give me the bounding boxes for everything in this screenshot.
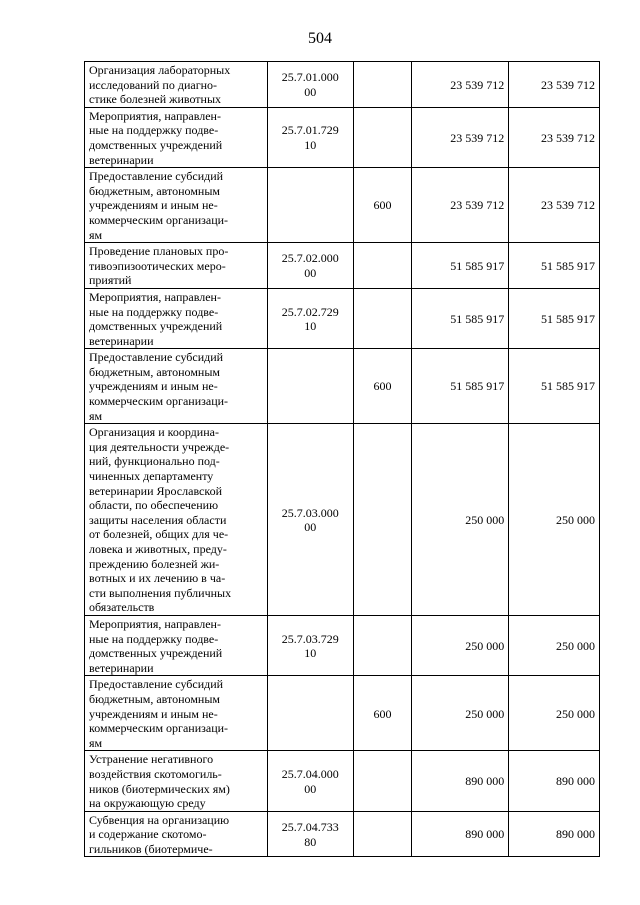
table-row: [85, 349, 600, 424]
target-code-line: 10: [304, 137, 317, 152]
item-name-line: области, по обеспечению: [89, 498, 219, 513]
amount-cell-2: 250 000: [509, 676, 600, 751]
item-name-cell: [85, 811, 268, 857]
target-code-line: 80: [304, 834, 317, 849]
target-code-line: 25.7.04.000: [281, 766, 339, 781]
amount-cell-1: 250 000: [411, 676, 508, 751]
item-name-line: бюджетным, автономным: [89, 364, 220, 379]
amount-cell-1: 51 585 917: [411, 288, 508, 348]
item-name-line: Субвенция на организацию: [89, 812, 230, 827]
table-row: [85, 811, 600, 857]
item-name-line: домственных учреждений: [89, 319, 223, 334]
item-name-cell: [85, 615, 268, 675]
item-name-cell: [85, 424, 268, 616]
table-row: [85, 168, 600, 243]
item-name-line: ловека и животных, преду-: [89, 542, 227, 556]
item-name-line: сти выполнения публичных: [89, 585, 232, 600]
target-code-line: 10: [304, 646, 317, 661]
target-code-line: 00: [304, 266, 317, 281]
item-name-line: чиненных департаменту: [89, 469, 214, 484]
item-name-line: бюджетным, автономным: [89, 691, 220, 706]
expense-type-cell: [353, 107, 411, 167]
item-name-line: ний, функционально под-: [89, 454, 220, 469]
budget-table: [84, 61, 600, 857]
item-name-line: учреждениям и иным не-: [89, 706, 218, 721]
amount-cell-2: 23 539 712: [509, 168, 600, 243]
amount-cell-2: 890 000: [509, 751, 600, 811]
target-code-line: 25.7.03.729: [281, 631, 339, 646]
item-name-line: учреждениям и иным не-: [89, 198, 218, 213]
item-name-line: и содержание скотомо-: [89, 827, 207, 842]
item-name-line: Проведение плановых про-: [89, 244, 229, 259]
item-name-line: ные на поддержку подве-: [89, 631, 219, 646]
table-row: [85, 288, 600, 348]
target-code-cell: [267, 288, 353, 348]
target-code-line: 00: [304, 520, 317, 535]
item-name-line: Предоставление субсидий: [89, 677, 224, 692]
item-name-line: ям: [89, 408, 103, 423]
item-name-line: Мероприятия, направлен-: [89, 616, 221, 631]
item-name-line: ные на поддержку подве-: [89, 304, 219, 319]
item-name-line: от болезней, общих для че-: [89, 527, 229, 542]
item-name-line: Предоставление субсидий: [89, 169, 224, 184]
item-name-cell: [85, 676, 268, 751]
target-code-cell: [267, 751, 353, 811]
table-row: [85, 62, 600, 108]
expense-type-cell: [353, 811, 411, 857]
expense-type-cell: [353, 615, 411, 675]
amount-cell-1: 250 000: [411, 615, 508, 675]
target-code-line: 10: [304, 319, 317, 334]
page-number: 504: [308, 30, 332, 47]
item-name-line: домственных учреждений: [89, 137, 223, 152]
target-code-line: 25.7.01.000: [281, 70, 339, 85]
amount-cell-2: 23 539 712: [509, 62, 600, 108]
target-code-cell: [267, 615, 353, 675]
item-name-line: ников (биотермических ям): [89, 781, 230, 796]
item-name-line: учреждениям и иным не-: [89, 379, 218, 394]
item-name-line: ция деятельности учрежде-: [89, 439, 230, 454]
target-code-line: 00: [304, 84, 317, 99]
item-name-line: Устранение негативного: [89, 752, 214, 767]
item-name-line: ветеринарии Ярославской: [89, 483, 223, 498]
item-name-line: тивоэпизоотических меро-: [89, 258, 226, 273]
amount-cell-2: 250 000: [509, 424, 600, 616]
item-name-cell: [85, 243, 268, 289]
amount-cell-2: 890 000: [509, 811, 600, 857]
item-name-line: Мероприятия, направлен-: [89, 289, 221, 304]
amount-cell-1: 890 000: [411, 811, 508, 857]
target-code-cell: [267, 107, 353, 167]
item-name-cell: [85, 62, 268, 108]
item-name-line: преждению болезней жи-: [89, 556, 220, 571]
item-name-line: приятий: [89, 273, 132, 288]
item-name-line: ветеринарии: [89, 333, 154, 348]
item-name-cell: [85, 107, 268, 167]
item-name-cell: [85, 168, 268, 243]
item-name-line: стике болезней животных: [89, 92, 222, 107]
item-name-line: исследований по диагно-: [89, 77, 218, 92]
expense-type-cell: [353, 243, 411, 289]
target-code-line: 25.7.03.000: [281, 505, 339, 520]
item-name-line: Предоставление субсидий: [89, 350, 224, 365]
budget-table-body: [85, 62, 600, 857]
item-name-line: ям: [89, 735, 103, 750]
expense-type-cell: [353, 288, 411, 348]
expense-type-cell: 600: [353, 349, 411, 424]
table-row: [85, 107, 600, 167]
target-code-cell: [267, 676, 353, 751]
item-name-line: ные на поддержку подве-: [89, 123, 219, 138]
amount-cell-2: 51 585 917: [509, 349, 600, 424]
item-name-line: коммерческим организаци-: [89, 212, 229, 227]
amount-cell-2: 23 539 712: [509, 107, 600, 167]
item-name-line: ветеринарии: [89, 660, 154, 675]
target-code-cell: [267, 811, 353, 857]
item-name-line: домственных учреждений: [89, 646, 223, 661]
item-name-line: вотных и их лечению в ча-: [89, 571, 226, 586]
item-name-line: защиты населения области: [89, 512, 227, 527]
expense-type-cell: 600: [353, 168, 411, 243]
target-code-line: 00: [304, 781, 317, 796]
table-row: [85, 676, 600, 751]
amount-cell-2: 250 000: [509, 615, 600, 675]
expense-type-cell: 600: [353, 676, 411, 751]
amount-cell-1: 250 000: [411, 424, 508, 616]
amount-cell-1: 23 539 712: [411, 62, 508, 108]
amount-cell-2: 51 585 917: [509, 243, 600, 289]
item-name-line: коммерческим организаци-: [89, 721, 229, 736]
item-name-line: бюджетным, автономным: [89, 183, 220, 198]
item-name-cell: [85, 288, 268, 348]
item-name-line: гильников (биотермиче-: [89, 841, 213, 856]
item-name-line: ветеринарии: [89, 152, 154, 167]
expense-type-cell: [353, 62, 411, 108]
expense-type-cell: [353, 424, 411, 616]
item-name-cell: [85, 349, 268, 424]
item-name-line: на окружающую среду: [89, 796, 206, 811]
item-name-line: ям: [89, 227, 103, 242]
target-code-cell: [267, 243, 353, 289]
item-name-line: воздействия скотомогиль-: [89, 766, 222, 781]
amount-cell-2: 51 585 917: [509, 288, 600, 348]
target-code-cell: [267, 168, 353, 243]
amount-cell-1: 23 539 712: [411, 107, 508, 167]
amount-cell-1: 51 585 917: [411, 243, 508, 289]
expense-type-cell: [353, 751, 411, 811]
target-code-line: 25.7.04.733: [281, 819, 339, 834]
item-name-line: Мероприятия, направлен-: [89, 108, 221, 123]
target-code-line: 25.7.02.729: [281, 304, 339, 319]
target-code-line: 25.7.01.729: [281, 123, 339, 138]
item-name-line: обязательств: [89, 600, 155, 615]
item-name-line: Организация лабораторных: [89, 63, 231, 77]
table-row: [85, 243, 600, 289]
target-code-cell: [267, 62, 353, 108]
amount-cell-1: 23 539 712: [411, 168, 508, 243]
table-row: [85, 751, 600, 811]
item-name-line: коммерческим организаци-: [89, 394, 229, 409]
target-code-cell: [267, 349, 353, 424]
item-name-cell: [85, 751, 268, 811]
amount-cell-1: 51 585 917: [411, 349, 508, 424]
target-code-cell: [267, 424, 353, 616]
table-row: [85, 424, 600, 616]
item-name-line: Организация и координа-: [89, 425, 219, 440]
table-row: [85, 615, 600, 675]
target-code-line: 25.7.02.000: [281, 251, 339, 266]
amount-cell-1: 890 000: [411, 751, 508, 811]
